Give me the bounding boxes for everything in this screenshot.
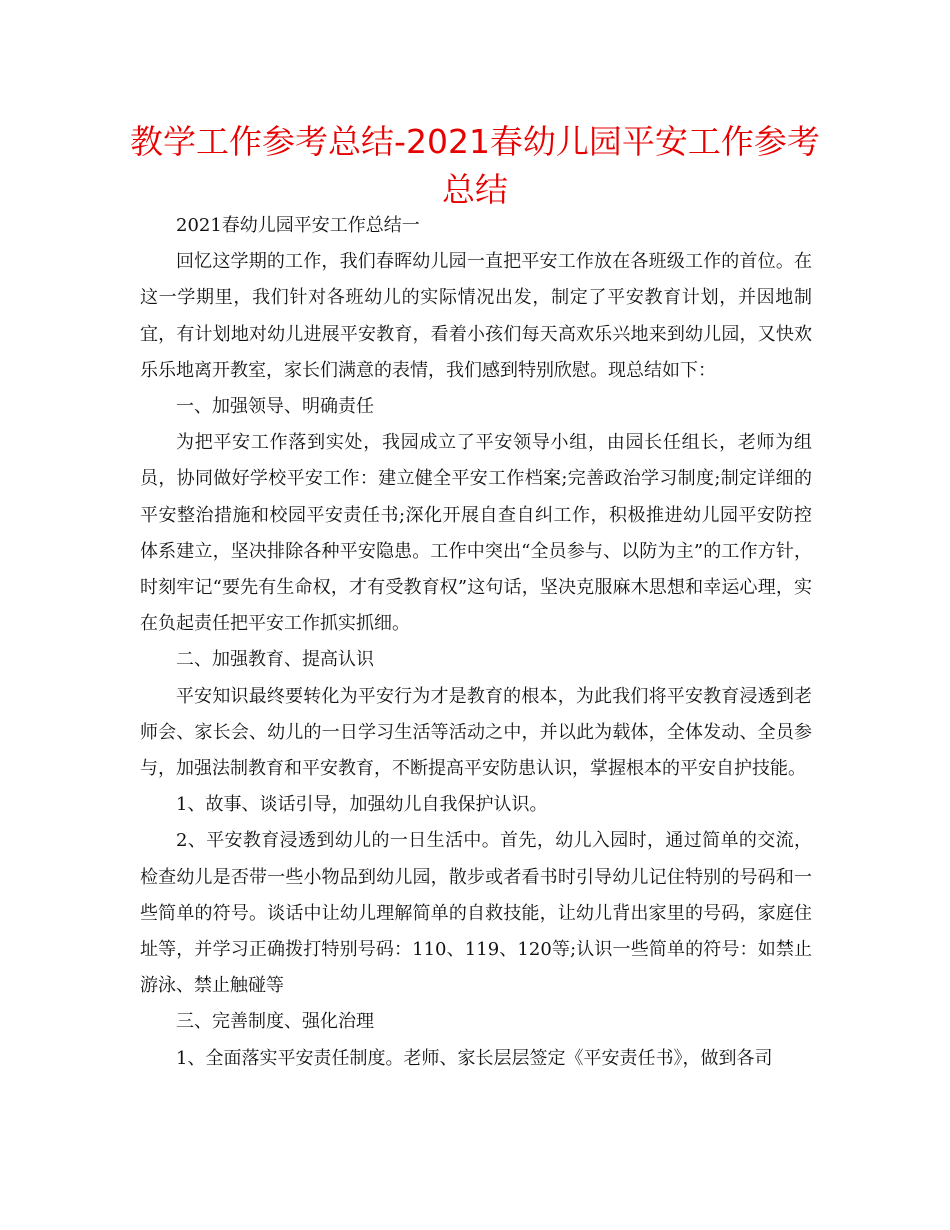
section-heading-1: 一、加强领导、明确责任 [176, 396, 374, 418]
section-heading-2: 二、加强教育、提高认识 [176, 649, 374, 671]
document-title: 教学工作参考总结-2021春幼儿园平安工作参考总结 [130, 122, 820, 209]
paragraph-subtitle: 2021春幼儿园平安工作总结一 [176, 215, 420, 236]
section-heading-3: 三、完善制度、强化治理 [176, 1011, 374, 1033]
list-item-2: 2、平安教育浸透到幼儿的一日生活中。首先，幼儿入园时，通过简单的交流，检查幼儿是否带一些小物品到幼儿园，散步或者看书时引导幼儿记住特别的号码和一些简单的符号。谈话中让幼儿理解简单的自救技能，让幼儿背出家里的号码，家庭住址等，并学习正确拨打特别号码：110、119、120等;认识一些简单的符号：如禁止游泳、禁止触碰等 [140, 830, 812, 997]
list-item-1: 1、故事、谈话引导，加强幼儿自我保护认识。 [176, 794, 548, 816]
document-body [140, 208, 812, 1077]
paragraph-intro: 回忆这学期的工作，我们春晖幼儿园一直把平安工作放在各班级工作的首位。在这一学期里，我们针对各班幼儿的实际情况出发，制定了平安教育计划，并因地制宜，有计划地对幼儿进展平安教育，看着小孩们每天高欢乐兴地来到幼儿园，又快欢乐乐地离开教室，家长们满意的表情，我们感到特别欣慰。现总结如下： [140, 251, 812, 381]
paragraph-section-1: 为把平安工作落到实处，我园成立了平安领导小组，由园长任组长，老师为组员，协同做好学校平安工作：建立健全平安工作档案;完善政治学习制度;制定详细的平安整治措施和校园平安责任书;深化开展自查自纠工作，积极推进幼儿园平安防控体系建立，坚决排除各种平安隐患。工作中突出“全员参与、以防为主”的工作方针，时刻牢记“要先有生命权，才有受教育权”这句话，坚决克服麻木思想和幸运心理，实在负起责任把平安工作抓实抓细。 [140, 432, 812, 635]
paragraph-section-3: 1、全面落实平安责任制度。老师、家长层层签定《平安责任书》，做到各司 [176, 1047, 773, 1069]
paragraph-section-2: 平安知识最终要转化为平安行为才是教育的根本，为此我们将平安教育浸透到老师会、家长会、幼儿的一日学习生活等活动之中，并以此为载体，全体发动、全员参与，加强法制教育和平安教育，不断提高平安防患认识，掌握根本的平安自护技能。 [140, 685, 812, 780]
